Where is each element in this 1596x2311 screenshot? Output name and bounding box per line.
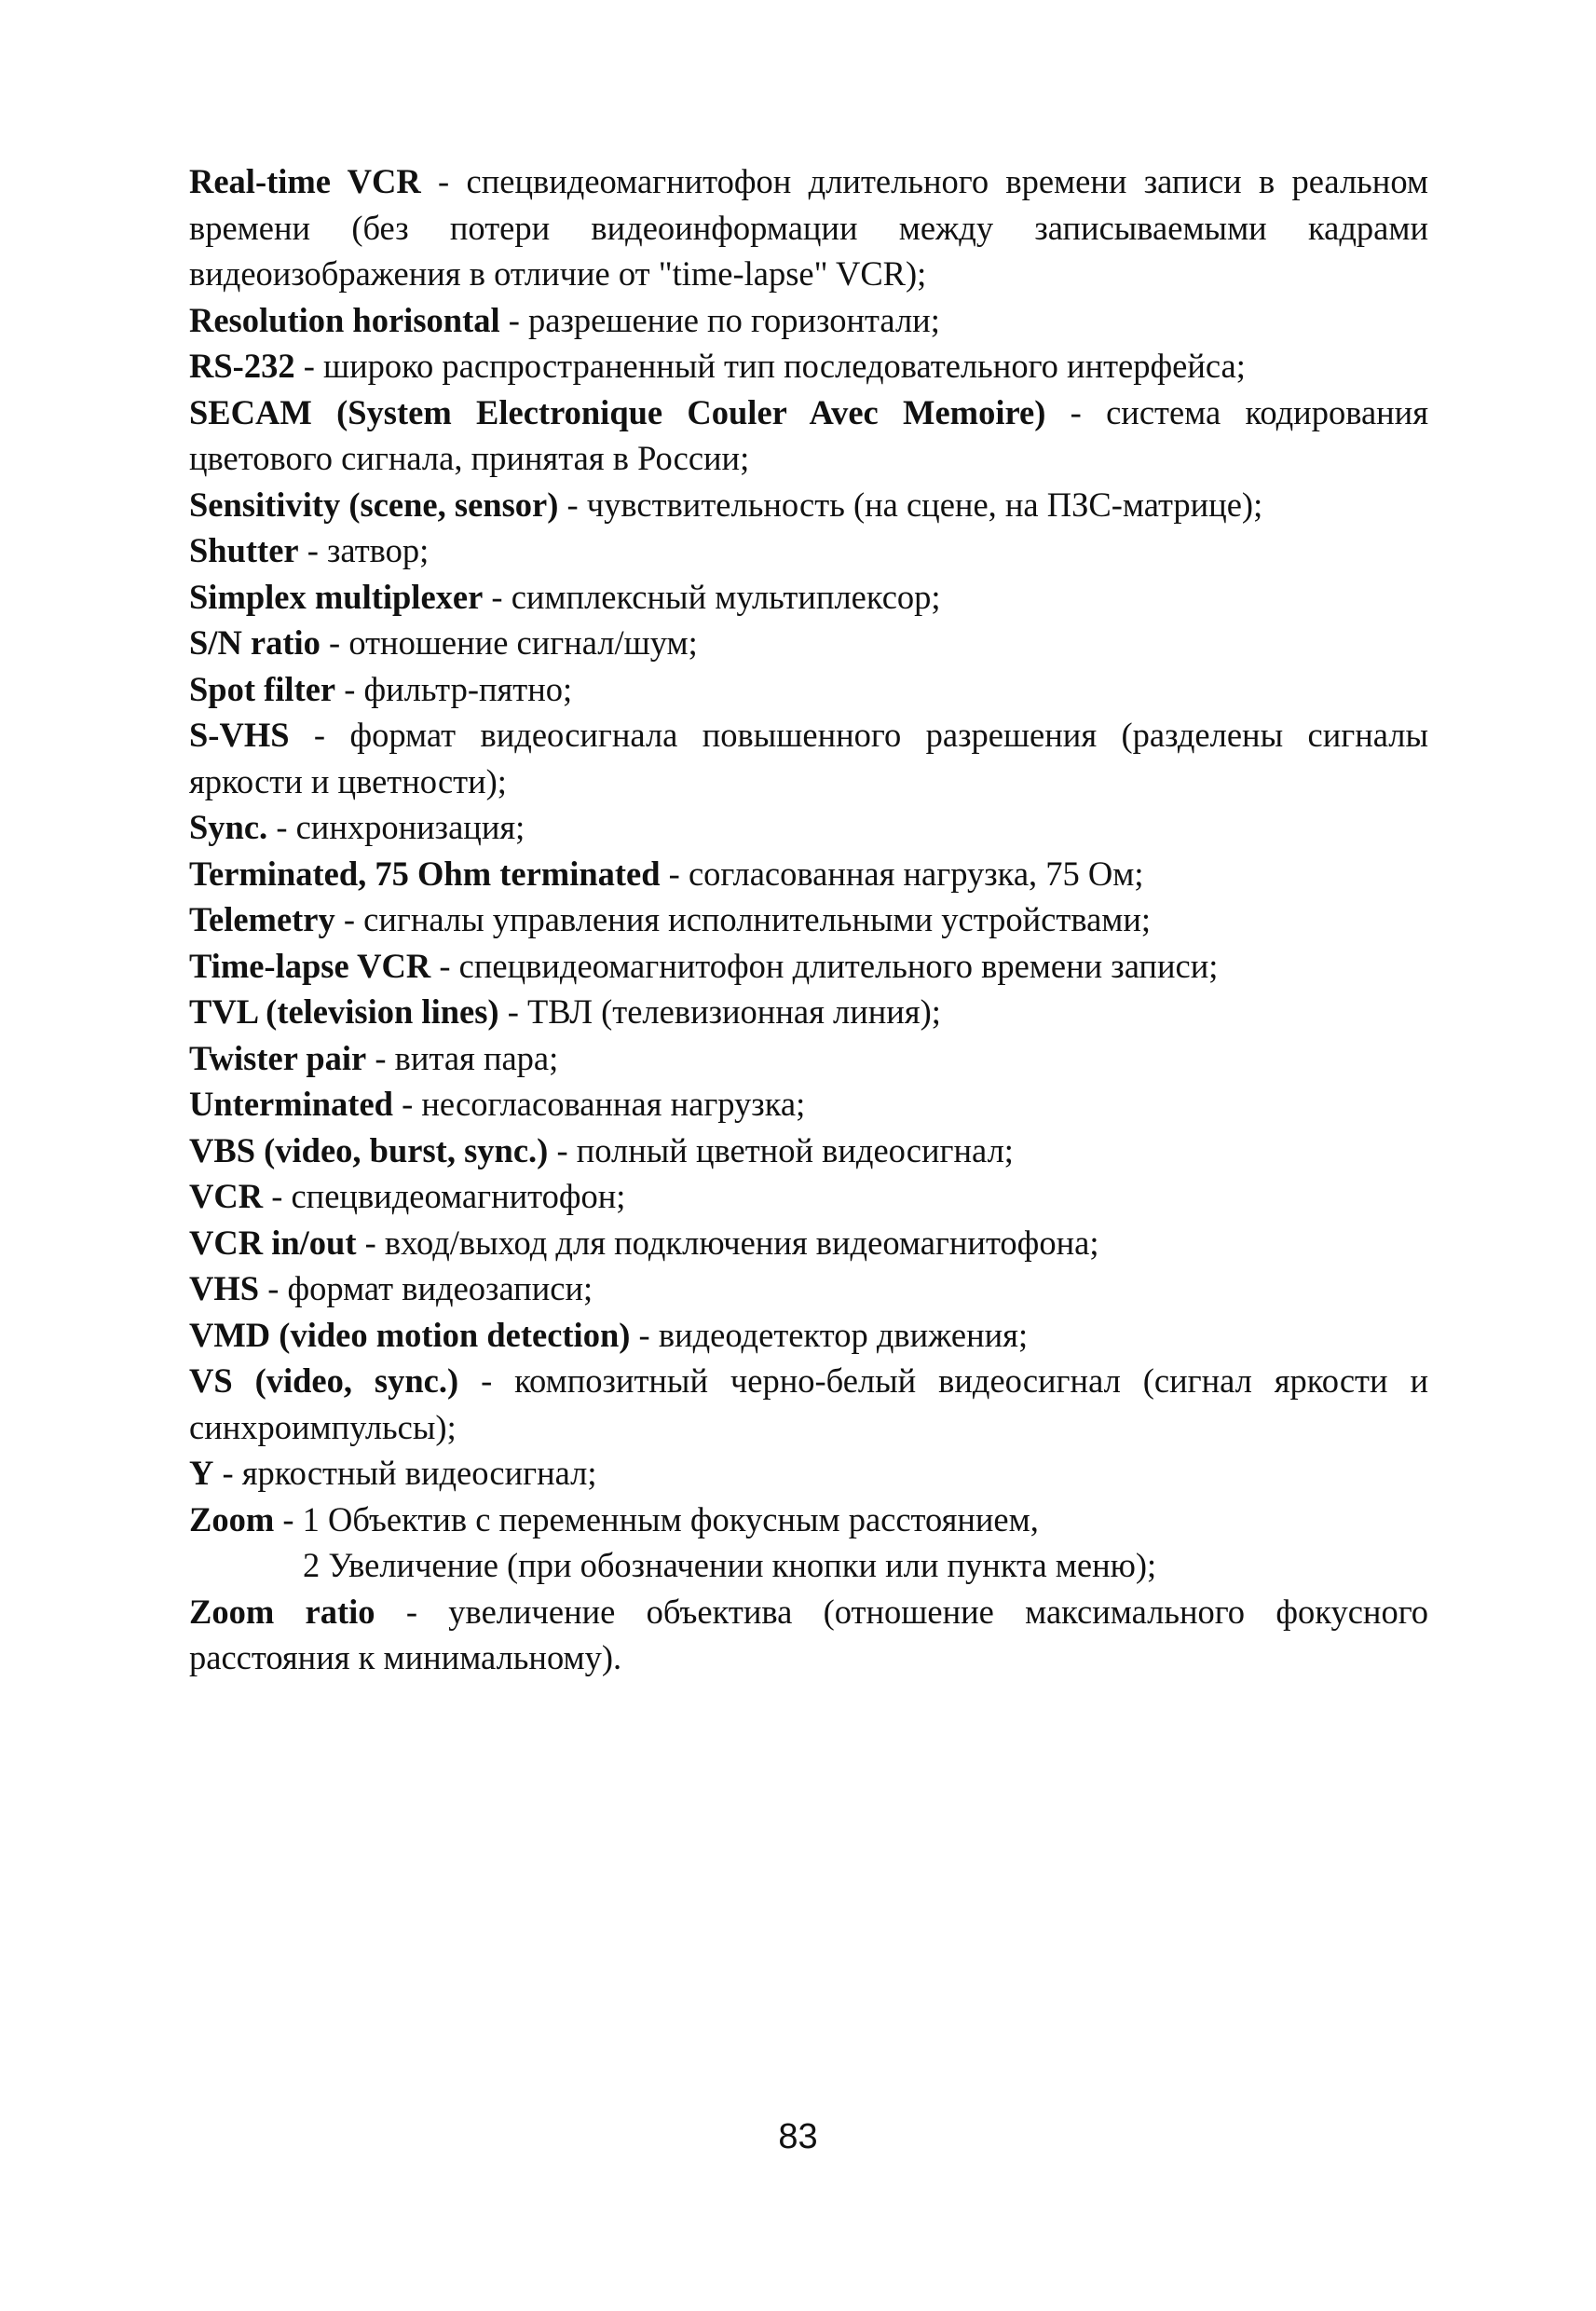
glossary-term: TVL (television lines) [189, 992, 499, 1031]
glossary-entry [189, 1265, 1428, 1312]
term-separator: - [334, 900, 364, 938]
glossary-definition: спецвидеомагнитофон длительного времени записи в реальном времени (без потери видеоинформации между записываемыми кадрами видеоизображения в отличие от "time-lapse" VCR); [189, 162, 1428, 293]
term-separator: - [483, 577, 512, 616]
glossary-definition: чувствительность (на сцене, на ПЗС-матрице); [586, 485, 1263, 524]
glossary-term: Simplex multiplexer [189, 577, 484, 616]
glossary-entry [189, 1450, 1428, 1497]
term-separator: - [356, 1223, 385, 1262]
glossary-definition: вход/выход для подключения видеомагнитофона; [384, 1223, 1099, 1262]
term-separator: - [430, 946, 459, 985]
glossary-definition: полный цветной видеосигнал; [576, 1130, 1014, 1169]
glossary-term: Zoom [189, 1499, 275, 1538]
term-separator: - [660, 854, 689, 893]
term-separator: - [366, 1038, 395, 1077]
glossary-definition: увеличение объектива (отношение максимального фокусного расстояния к минимальному). [189, 1592, 1429, 1676]
term-separator: - [335, 669, 364, 708]
glossary-entry [189, 1358, 1428, 1450]
term-separator: - [499, 300, 529, 339]
glossary-definition: видеодетектор движения; [658, 1315, 1029, 1354]
glossary-entry [189, 896, 1428, 943]
glossary-entry [189, 1497, 1428, 1543]
glossary-definition: несогласованная нагрузка; [421, 1085, 806, 1123]
glossary-definition: 1 Объектив с переменным фокусным расстоянием, [302, 1499, 1039, 1538]
glossary-entry [189, 666, 1428, 713]
glossary-entry [189, 574, 1428, 621]
term-separator: - [420, 162, 467, 200]
term-separator: - [1045, 392, 1107, 431]
glossary-definition: витая пара; [394, 1038, 559, 1077]
glossary-entry [189, 1173, 1428, 1220]
glossary-list [189, 158, 1428, 1681]
glossary-definition: система кодирования цветового сигнала, принятая в России; [189, 392, 1428, 477]
glossary-term: Unterminated [189, 1085, 393, 1123]
term-separator: - [375, 1592, 449, 1631]
glossary-entry [189, 804, 1428, 851]
glossary-term: Real-time VCR [189, 162, 421, 200]
glossary-definition: формат видеосигнала повышенного разрешения (разделены сигналы яркости и цветности); [189, 716, 1428, 800]
glossary-entry [189, 1128, 1428, 1174]
glossary-definition: сигналы управления исполнительными устройствами; [363, 900, 1152, 938]
glossary-entry [189, 527, 1428, 574]
term-separator: - [259, 1269, 288, 1307]
glossary-term: VMD (video motion detection) [189, 1315, 631, 1354]
term-separator: - [630, 1315, 659, 1354]
glossary-definition: симплексный мультиплексор; [511, 577, 941, 616]
glossary-term: Sync. [189, 808, 268, 846]
glossary-term: Terminated, 75 Ohm terminated [189, 854, 661, 893]
glossary-entry [189, 297, 1428, 344]
glossary-entry [189, 1589, 1428, 1681]
glossary-term: SECAM (System Electronique Couler Avec Memoire) [189, 392, 1046, 431]
term-separator: - [289, 716, 350, 754]
term-separator: - [213, 1454, 242, 1492]
glossary-entry [189, 1312, 1428, 1359]
glossary-definition: синхронизация; [295, 808, 525, 846]
glossary-entry [189, 989, 1428, 1035]
glossary-definition: фильтр-пятно; [363, 669, 573, 708]
glossary-definition: ТВЛ (телевизионная линия); [526, 992, 941, 1031]
glossary-definition: затвор; [327, 531, 430, 569]
glossary-term: Time-lapse VCR [189, 946, 431, 985]
glossary-term: Zoom ratio [189, 1592, 375, 1631]
glossary-term: Y [189, 1454, 214, 1492]
term-separator: - [320, 623, 349, 662]
term-separator: - [458, 1361, 515, 1400]
glossary-entry [189, 482, 1428, 528]
term-separator: - [294, 347, 323, 385]
glossary-term: S/N ratio [189, 623, 321, 662]
glossary-term: Spot filter [189, 669, 336, 708]
glossary-definition: широко распространенный тип последовательного интерфейса; [322, 347, 1246, 385]
glossary-term: VBS (video, burst, sync.) [189, 1130, 549, 1169]
glossary-entry [189, 943, 1428, 990]
glossary-entry [189, 620, 1428, 666]
glossary-definition: отношение сигнал/шум; [348, 623, 698, 662]
glossary-definition: разрешение по горизонтали; [528, 300, 940, 339]
glossary-entry [189, 851, 1428, 897]
glossary-term: Resolution horisontal [189, 300, 500, 339]
term-separator: - [298, 531, 328, 569]
term-separator: - [498, 992, 527, 1031]
glossary-term: VHS [189, 1269, 260, 1307]
glossary-entry [189, 1081, 1428, 1128]
glossary-term: VS (video, sync.) [189, 1361, 459, 1400]
page-number: 83 [778, 2117, 818, 2156]
term-separator: - [263, 1177, 292, 1215]
glossary-term: Sensitivity (scene, sensor) [189, 485, 559, 524]
glossary-term: S-VHS [189, 716, 290, 754]
glossary-term: RS-232 [189, 347, 295, 385]
term-separator: - [267, 808, 296, 846]
glossary-continuation: 2 Увеличение (при обозначении кнопки или пункта меню); [303, 1546, 1157, 1584]
term-separator: - [392, 1085, 422, 1123]
glossary-entry [189, 1035, 1428, 1082]
glossary-term: Telemetry [189, 900, 335, 938]
glossary-entry [189, 712, 1428, 804]
glossary-term: VCR in/out [189, 1223, 357, 1262]
glossary-term: Twister pair [189, 1038, 367, 1077]
glossary-entry [189, 158, 1428, 297]
glossary-definition: композитный черно-белый видеосигнал (сигнал яркости и синхроимпульсы); [189, 1361, 1428, 1446]
glossary-definition: формат видеозаписи; [287, 1269, 593, 1307]
glossary-entry [189, 1220, 1428, 1266]
glossary-definition: яркостный видеосигнал; [241, 1454, 597, 1492]
term-separator: - [558, 485, 587, 524]
glossary-definition: согласованная нагрузка, 75 Ом; [688, 854, 1144, 893]
glossary-definition: спецвидеомагнитофон длительного времени записи; [458, 946, 1219, 985]
glossary-term: VCR [189, 1177, 264, 1215]
glossary-definition: спецвидеомагнитофон; [291, 1177, 626, 1215]
term-separator: - [548, 1130, 577, 1169]
glossary-term: Shutter [189, 531, 299, 569]
glossary-entry [189, 390, 1428, 482]
term-separator: - [274, 1499, 303, 1538]
glossary-entry [189, 343, 1428, 390]
